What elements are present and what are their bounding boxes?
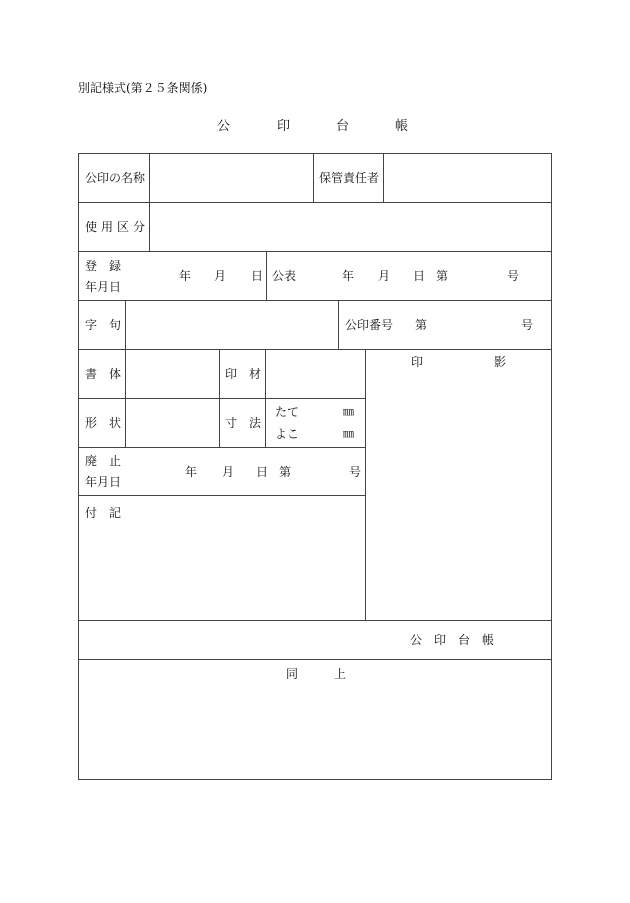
col-divider <box>125 300 126 349</box>
publish-go: 号 <box>507 269 520 283</box>
publish-dai: 第 <box>436 269 449 283</box>
seal-ledger-form <box>78 153 552 780</box>
page-title-char-1: 公 <box>217 119 231 134</box>
seal-name-label: 公印の名称 <box>85 171 146 185</box>
row-divider <box>79 447 365 448</box>
usage-label: 使用区分 <box>85 220 150 234</box>
seal-number-go: 号 <box>521 318 534 332</box>
row-divider <box>79 349 551 350</box>
ledger-footer-label: 公 印 台 帳 <box>410 633 495 647</box>
abolished-month: 月 <box>222 465 235 479</box>
impression-label-2: 影 <box>494 355 507 369</box>
seal-number-dai: 第 <box>415 318 428 332</box>
material-label: 印 材 <box>225 367 262 381</box>
row-divider <box>79 620 551 621</box>
page-title-char-4: 帳 <box>395 119 409 134</box>
abolished-day: 日 <box>256 465 269 479</box>
size-label: 寸 法 <box>225 416 262 430</box>
page-title-char-2: 印 <box>277 119 291 134</box>
form-reference: 別記様式(第２５条関係) <box>78 81 208 95</box>
abolished-year: 年 <box>185 465 198 479</box>
publish-label: 公表 <box>272 269 297 283</box>
registered-label-top: 登 録 <box>85 259 122 273</box>
col-divider <box>383 154 384 202</box>
col-divider <box>313 154 314 202</box>
same-label-1: 同 <box>286 667 299 681</box>
height-unit: ㎜ <box>343 405 354 418</box>
publish-day: 日 <box>413 269 426 283</box>
row-divider <box>79 495 365 496</box>
registered-year: 年 <box>179 269 192 283</box>
row-divider <box>79 659 551 660</box>
col-divider <box>219 349 220 447</box>
same-label-2: 上 <box>334 667 347 681</box>
font-label: 書 体 <box>85 367 122 381</box>
height-label: たて <box>275 405 300 419</box>
row-divider <box>79 300 551 301</box>
row-divider <box>79 398 365 399</box>
col-divider <box>338 300 339 349</box>
col-divider <box>365 349 366 620</box>
abolished-go: 号 <box>349 465 362 479</box>
page-title-char-3: 台 <box>336 119 350 134</box>
col-divider <box>125 349 126 447</box>
abolished-label-bottom: 年月日 <box>85 475 122 489</box>
seal-number-label: 公印番号 <box>345 318 394 332</box>
registered-day: 日 <box>251 269 264 283</box>
row-divider <box>79 251 551 252</box>
note-label: 付 記 <box>85 506 122 520</box>
width-label: よこ <box>275 427 300 441</box>
col-divider <box>149 154 150 251</box>
publish-month: 月 <box>378 269 391 283</box>
registered-month: 月 <box>214 269 227 283</box>
impression-label-1: 印 <box>411 355 424 369</box>
col-divider <box>265 349 266 447</box>
abolished-dai: 第 <box>279 465 292 479</box>
publish-year: 年 <box>342 269 355 283</box>
keeper-label: 保管責任者 <box>319 171 380 185</box>
abolished-label-top: 廃 止 <box>85 454 122 468</box>
width-unit: ㎜ <box>343 427 354 440</box>
registered-label-bottom: 年月日 <box>85 280 122 294</box>
col-divider <box>266 251 267 300</box>
shape-label: 形 状 <box>85 416 122 430</box>
text-label: 字 句 <box>85 318 122 332</box>
